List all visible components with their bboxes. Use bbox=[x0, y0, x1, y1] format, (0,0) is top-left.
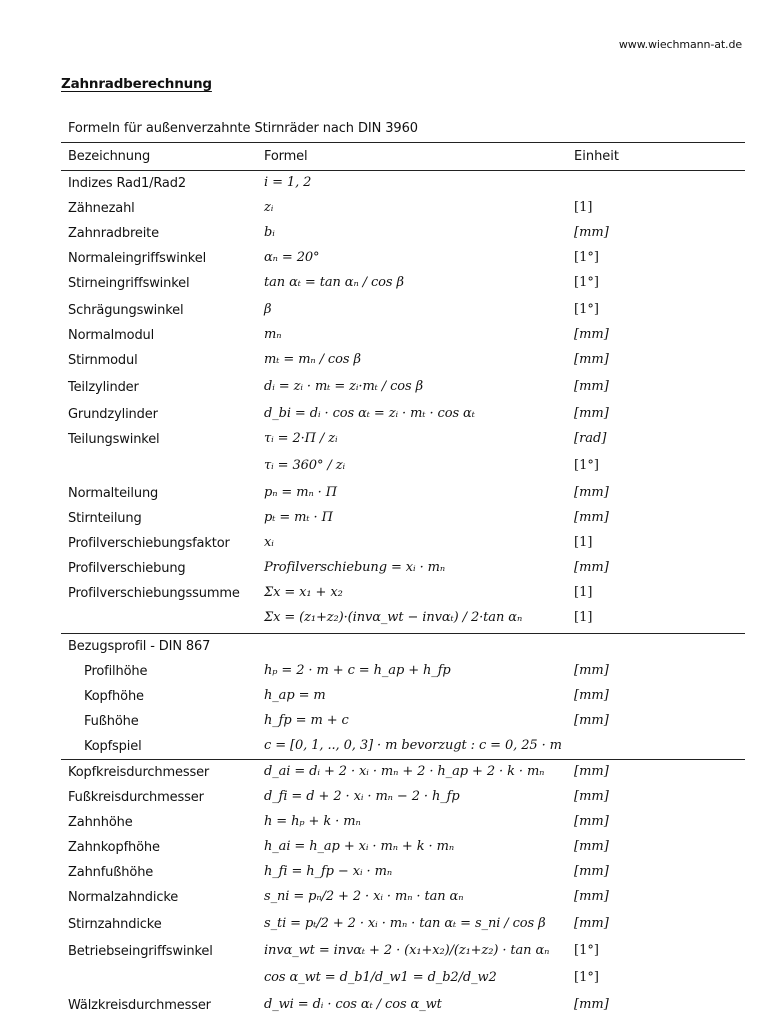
header-formula: Formel bbox=[264, 149, 308, 164]
row-formula: d_bi = dᵢ · cos αₜ = zᵢ · mₜ · cos αₜ bbox=[264, 406, 475, 421]
table-row bbox=[61, 271, 745, 298]
row-name: Profilverschiebung bbox=[68, 561, 186, 576]
row-formula: hₚ = 2 · m + c = h_ap + h_fp bbox=[264, 663, 451, 678]
row-unit: [mm] bbox=[574, 889, 609, 904]
row-unit: [1°] bbox=[574, 302, 599, 317]
row-formula: h_fi = h_fp − xᵢ · mₙ bbox=[264, 864, 393, 879]
row-formula: invα_wt = invαₜ + 2 · (x₁+x₂)/(z₁+z₂) · tan αₙ bbox=[264, 943, 550, 958]
table-row bbox=[61, 427, 745, 454]
row-name: Zahnfußhöhe bbox=[68, 865, 154, 880]
row-unit: [mm] bbox=[574, 352, 609, 367]
row-name: Teilungswinkel bbox=[68, 432, 160, 447]
row-formula: τᵢ = 2·Π / zᵢ bbox=[264, 431, 338, 446]
row-unit: [mm] bbox=[574, 916, 609, 931]
formula-table bbox=[61, 142, 745, 1020]
row-formula: d_wi = dᵢ · cos αₜ / cos α_wt bbox=[264, 997, 442, 1012]
table-row bbox=[61, 375, 745, 402]
row-unit: [1] bbox=[574, 535, 593, 550]
row-formula: d_fi = d + 2 · xᵢ · mₙ − 2 · h_fp bbox=[264, 789, 460, 804]
table-row bbox=[61, 506, 745, 531]
row-unit: [1°] bbox=[574, 250, 599, 265]
row-unit: [mm] bbox=[574, 814, 609, 829]
row-name: Fußkreisdurchmesser bbox=[68, 790, 204, 805]
website-url: www.wiechmann-at.de bbox=[618, 38, 742, 51]
row-unit: [mm] bbox=[574, 485, 609, 500]
row-unit: [mm] bbox=[574, 225, 609, 240]
page-title: Zahnradberechnung bbox=[61, 76, 212, 92]
row-name: Normalzahndicke bbox=[68, 890, 179, 905]
row-formula: s_ti = pₜ/2 + 2 · xᵢ · mₙ · tan αₜ = s_ni / cos β bbox=[264, 916, 546, 931]
row-formula: xᵢ bbox=[264, 535, 274, 550]
row-formula: bᵢ bbox=[264, 225, 275, 240]
row-unit: [1] bbox=[574, 200, 593, 215]
row-unit: [mm] bbox=[574, 560, 609, 575]
row-name: Normaleingriffswinkel bbox=[68, 251, 207, 266]
row-unit: [mm] bbox=[574, 864, 609, 879]
row-name: Zahnradbreite bbox=[68, 226, 159, 241]
row-formula: Σx = (z₁+z₂)·(invα_wt − invαₜ) / 2·tan αₙ bbox=[264, 610, 523, 625]
table-row bbox=[61, 993, 745, 1020]
table-row bbox=[61, 323, 745, 348]
table-row bbox=[61, 835, 745, 860]
row-unit: [mm] bbox=[574, 839, 609, 854]
row-name: Stirnteilung bbox=[68, 511, 142, 526]
row-unit: [mm] bbox=[574, 406, 609, 421]
row-formula: cos α_wt = d_b1/d_w1 = d_b2/d_w2 bbox=[264, 970, 497, 985]
row-unit: [mm] bbox=[574, 764, 609, 779]
row-formula: β bbox=[264, 302, 272, 317]
row-unit: [mm] bbox=[574, 688, 609, 703]
table-row bbox=[61, 734, 745, 759]
table-row bbox=[61, 246, 745, 271]
table-row bbox=[61, 581, 745, 606]
row-formula: zᵢ bbox=[264, 200, 274, 215]
row-unit: [1°] bbox=[574, 458, 599, 473]
row-formula: c = [0, 1, .., 0, 3] · m bevorzugt : c = 0, 25 · m bbox=[264, 738, 562, 753]
table-row bbox=[61, 912, 745, 939]
table-row bbox=[61, 402, 745, 427]
table-row bbox=[61, 531, 745, 556]
row-unit: [1°] bbox=[574, 943, 599, 958]
row-formula: Σx = x₁ + x₂ bbox=[264, 585, 343, 600]
header-name: Bezeichnung bbox=[68, 149, 151, 164]
row-name: Schrägungswinkel bbox=[68, 303, 184, 318]
row-unit: [mm] bbox=[574, 510, 609, 525]
row-formula: h = hₚ + k · mₙ bbox=[264, 814, 361, 829]
row-formula: mₙ bbox=[264, 327, 282, 342]
row-formula: dᵢ = zᵢ · mₜ = zᵢ·mₜ / cos β bbox=[264, 379, 424, 394]
row-name: Betriebseingriffswinkel bbox=[68, 944, 213, 959]
row-name: Profilverschiebungsfaktor bbox=[68, 536, 230, 551]
table-row bbox=[61, 939, 745, 966]
table-row bbox=[61, 556, 745, 581]
table-row bbox=[61, 709, 745, 734]
row-name: Wälzkreisdurchmesser bbox=[68, 998, 211, 1013]
table-row bbox=[61, 221, 745, 246]
row-unit: [mm] bbox=[574, 663, 609, 678]
table-header-row bbox=[61, 143, 745, 170]
row-unit: [1] bbox=[574, 585, 593, 600]
row-name: Stirnmodul bbox=[68, 353, 138, 368]
header-unit: Einheit bbox=[574, 149, 620, 164]
row-formula: pₜ = mₜ · Π bbox=[264, 510, 333, 525]
row-formula: h_fp = m + c bbox=[264, 713, 349, 728]
row-name: Indizes Rad1/Rad2 bbox=[68, 176, 186, 191]
table-row bbox=[61, 860, 745, 885]
row-name: Zahnkopfhöhe bbox=[68, 840, 160, 855]
row-formula: s_ni = pₙ/2 + 2 · xᵢ · mₙ · tan αₙ bbox=[264, 889, 464, 904]
row-formula: h_ai = h_ap + xᵢ · mₙ + k · mₙ bbox=[264, 839, 455, 854]
table-row bbox=[61, 760, 745, 785]
row-unit: [1°] bbox=[574, 275, 599, 290]
row-name: Stirnzahndicke bbox=[68, 917, 162, 932]
table-row bbox=[61, 966, 745, 993]
row-name: Fußhöhe bbox=[84, 714, 139, 729]
row-formula: tan αₜ = tan αₙ / cos β bbox=[264, 275, 404, 290]
row-formula: Profilverschiebung = xᵢ · mₙ bbox=[264, 560, 446, 575]
row-formula: mₜ = mₙ / cos β bbox=[264, 352, 361, 367]
row-name: Zahnhöhe bbox=[68, 815, 133, 830]
table-body bbox=[61, 171, 745, 1020]
row-name: Normalteilung bbox=[68, 486, 159, 501]
table-row bbox=[61, 634, 745, 659]
row-formula: τᵢ = 360° / zᵢ bbox=[264, 458, 345, 473]
row-name: Teilzylinder bbox=[68, 380, 139, 395]
row-name: Zähnezahl bbox=[68, 201, 135, 216]
row-formula: αₙ = 20° bbox=[264, 250, 320, 265]
row-formula: i = 1, 2 bbox=[264, 175, 312, 190]
table-row bbox=[61, 684, 745, 709]
table-row bbox=[61, 810, 745, 835]
row-unit: [1°] bbox=[574, 970, 599, 985]
row-name: Kopfspiel bbox=[84, 739, 142, 754]
table-row bbox=[61, 171, 745, 196]
row-formula: pₙ = mₙ · Π bbox=[264, 485, 337, 500]
table-row bbox=[61, 298, 745, 323]
row-formula: h_ap = m bbox=[264, 688, 326, 703]
row-name: Normalmodul bbox=[68, 328, 155, 343]
table-row bbox=[61, 606, 745, 633]
table-row bbox=[61, 885, 745, 912]
row-unit: [mm] bbox=[574, 997, 609, 1012]
row-unit: [1] bbox=[574, 610, 593, 625]
table-row bbox=[61, 454, 745, 481]
row-unit: [mm] bbox=[574, 713, 609, 728]
row-name: Profilhöhe bbox=[84, 664, 148, 679]
row-unit: [mm] bbox=[574, 379, 609, 394]
row-name: Kopfkreisdurchmesser bbox=[68, 765, 210, 780]
table-row bbox=[61, 785, 745, 810]
row-name: Profilverschiebungssumme bbox=[68, 586, 240, 601]
row-unit: [rad] bbox=[574, 431, 607, 446]
table-row bbox=[61, 196, 745, 221]
table-row bbox=[61, 348, 745, 375]
table-row bbox=[61, 659, 745, 684]
table-caption: Formeln für außenverzahnte Stirnräder nach DIN 3960 bbox=[68, 121, 418, 136]
row-name: Kopfhöhe bbox=[84, 689, 144, 704]
row-formula: d_ai = dᵢ + 2 · xᵢ · mₙ + 2 · h_ap + 2 · k · mₙ bbox=[264, 764, 545, 779]
row-name: Grundzylinder bbox=[68, 407, 158, 422]
row-name: Bezugsprofil - DIN 867 bbox=[68, 639, 211, 654]
row-unit: [mm] bbox=[574, 327, 609, 342]
table-row bbox=[61, 481, 745, 506]
row-name: Stirneingriffswinkel bbox=[68, 276, 190, 291]
row-unit: [mm] bbox=[574, 789, 609, 804]
